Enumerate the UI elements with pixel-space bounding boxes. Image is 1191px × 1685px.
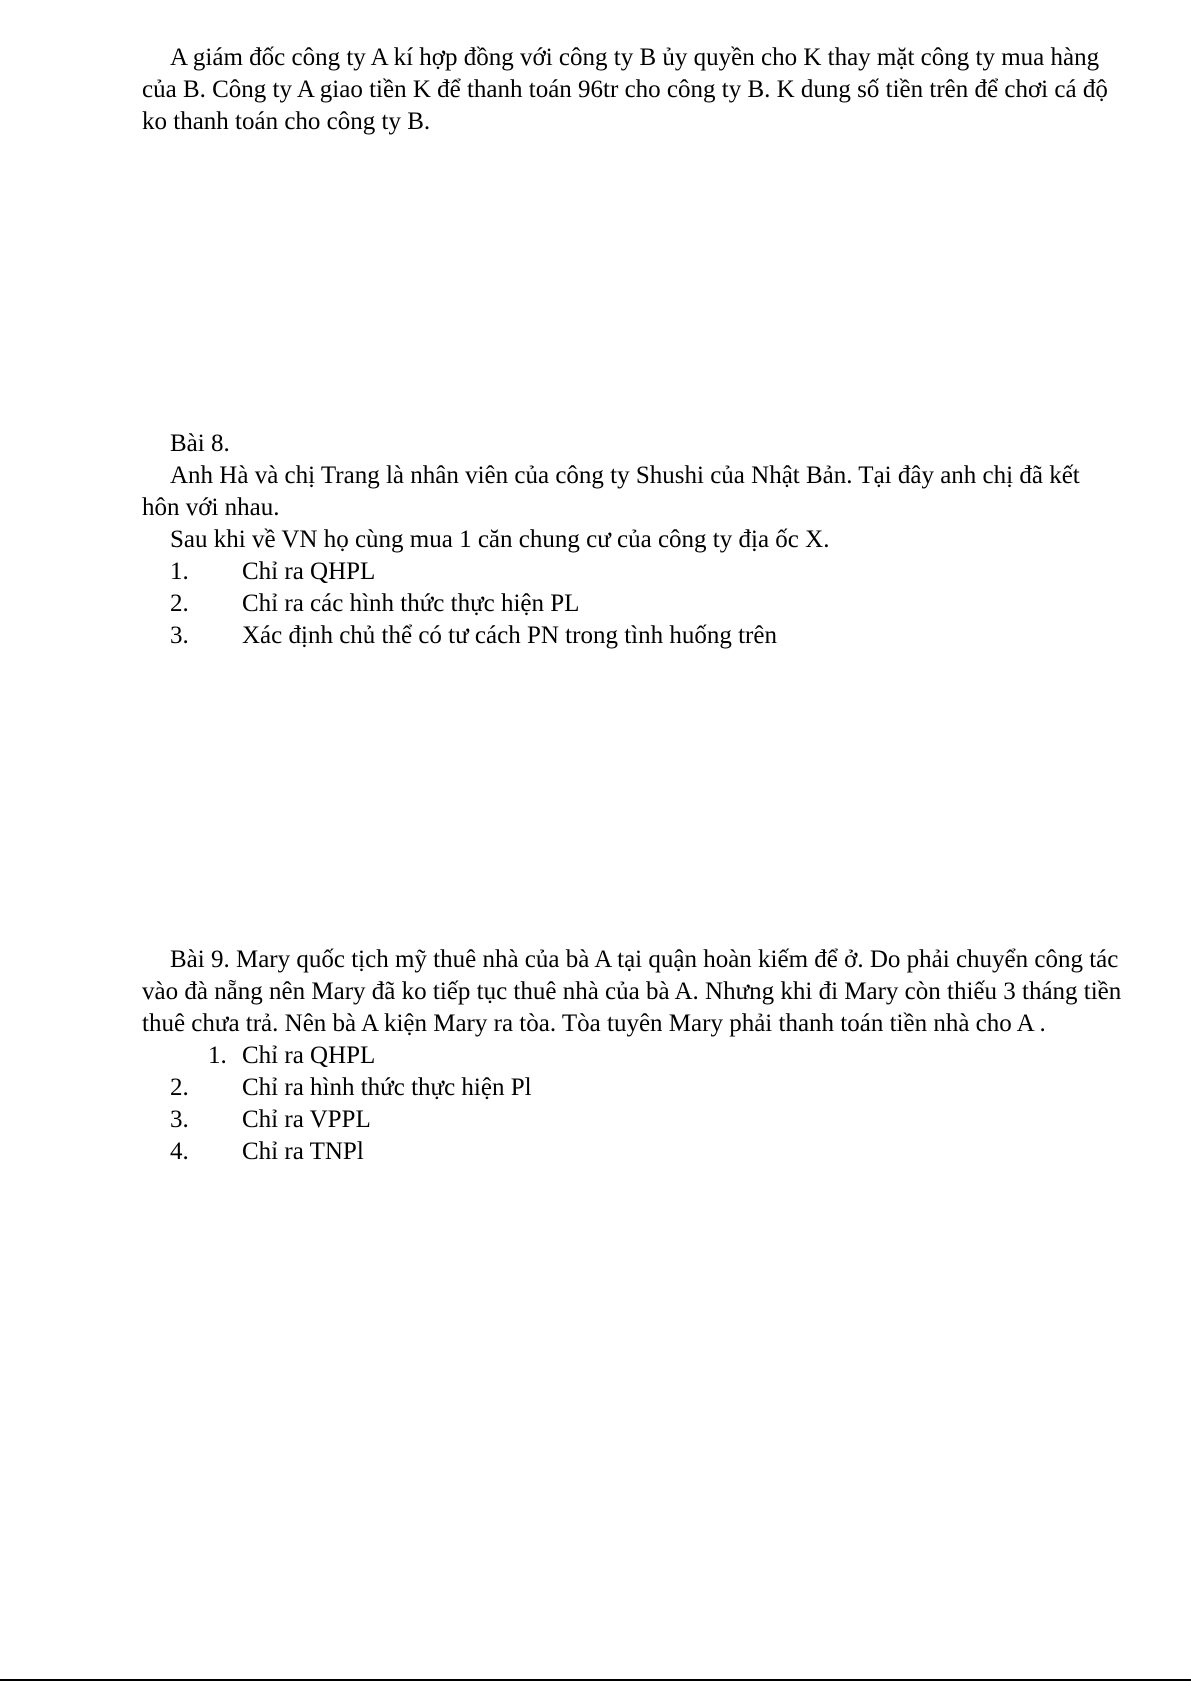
list-text: Chỉ ra TNPl (242, 1138, 364, 1165)
list-number: 2. (170, 1074, 189, 1101)
exercise-8-list-item (142, 556, 1122, 588)
list-number: 1. (170, 558, 189, 585)
list-number: 3. (170, 1106, 189, 1133)
list-number: 1. (208, 1042, 227, 1069)
list-number: 3. (170, 622, 189, 649)
list-text: Chỉ ra hình thức thực hiện Pl (242, 1074, 532, 1101)
exercise-8-section (142, 428, 1122, 652)
list-text: Chỉ ra VPPL (242, 1106, 371, 1133)
list-text: Xác định chủ thể có tư cách PN trong tình huống trên (242, 622, 777, 649)
intro-paragraph: A giám đốc công ty A kí hợp đồng với công ty B ủy quyền cho K thay mặt công ty mua hàng của B. Công ty A giao tiền K để thanh toán 96tr cho công ty B. K dung số tiền trên để chơi cá độ ko thanh toán cho công ty B. (142, 44, 1108, 135)
list-number: 4. (170, 1138, 189, 1165)
list-text: Chỉ ra QHPL (242, 1042, 376, 1069)
exercise-8-list-item (142, 588, 1122, 620)
exercise-9-list-item (142, 1136, 1122, 1168)
exercise-9-list-item (142, 1072, 1122, 1104)
exercise-8-list-item (142, 620, 1122, 652)
exercise-8-paragraph: Anh Hà và chị Trang là nhân viên của công ty Shushi của Nhật Bản. Tại đây anh chị đã kết hôn với nhau. (142, 462, 1080, 521)
exercise-9-paragraph: Bài 9. Mary quốc tịch mỹ thuê nhà của bà A tại quận hoàn kiếm để ở. Do phải chuyển công tác vào đà nẵng nên Mary đã ko tiếp tục thuê nhà của bà A. Nhưng khi đi Mary còn thiếu 3 tháng tiền thuê chưa trả. Nên bà A kiện Mary ra tòa. Tòa tuyên Mary phải thanh toán tiền nhà cho A . (142, 946, 1122, 1037)
list-text: Chỉ ra các hình thức thực hiện PL (242, 590, 580, 617)
exercise-9-section (142, 944, 1122, 1168)
exercise-8-line-2: Sau khi về VN họ cùng mua 1 căn chung cư của công ty địa ốc X. (170, 526, 830, 553)
exercise-9-list-item (142, 1104, 1122, 1136)
page-bottom-rule (0, 1679, 1191, 1681)
list-text: Chỉ ra QHPL (242, 558, 376, 585)
exercise-8-heading: Bài 8. (170, 430, 230, 457)
exercise-9-list-item (142, 1040, 1122, 1072)
intro-section (142, 42, 1122, 138)
list-number: 2. (170, 590, 189, 617)
